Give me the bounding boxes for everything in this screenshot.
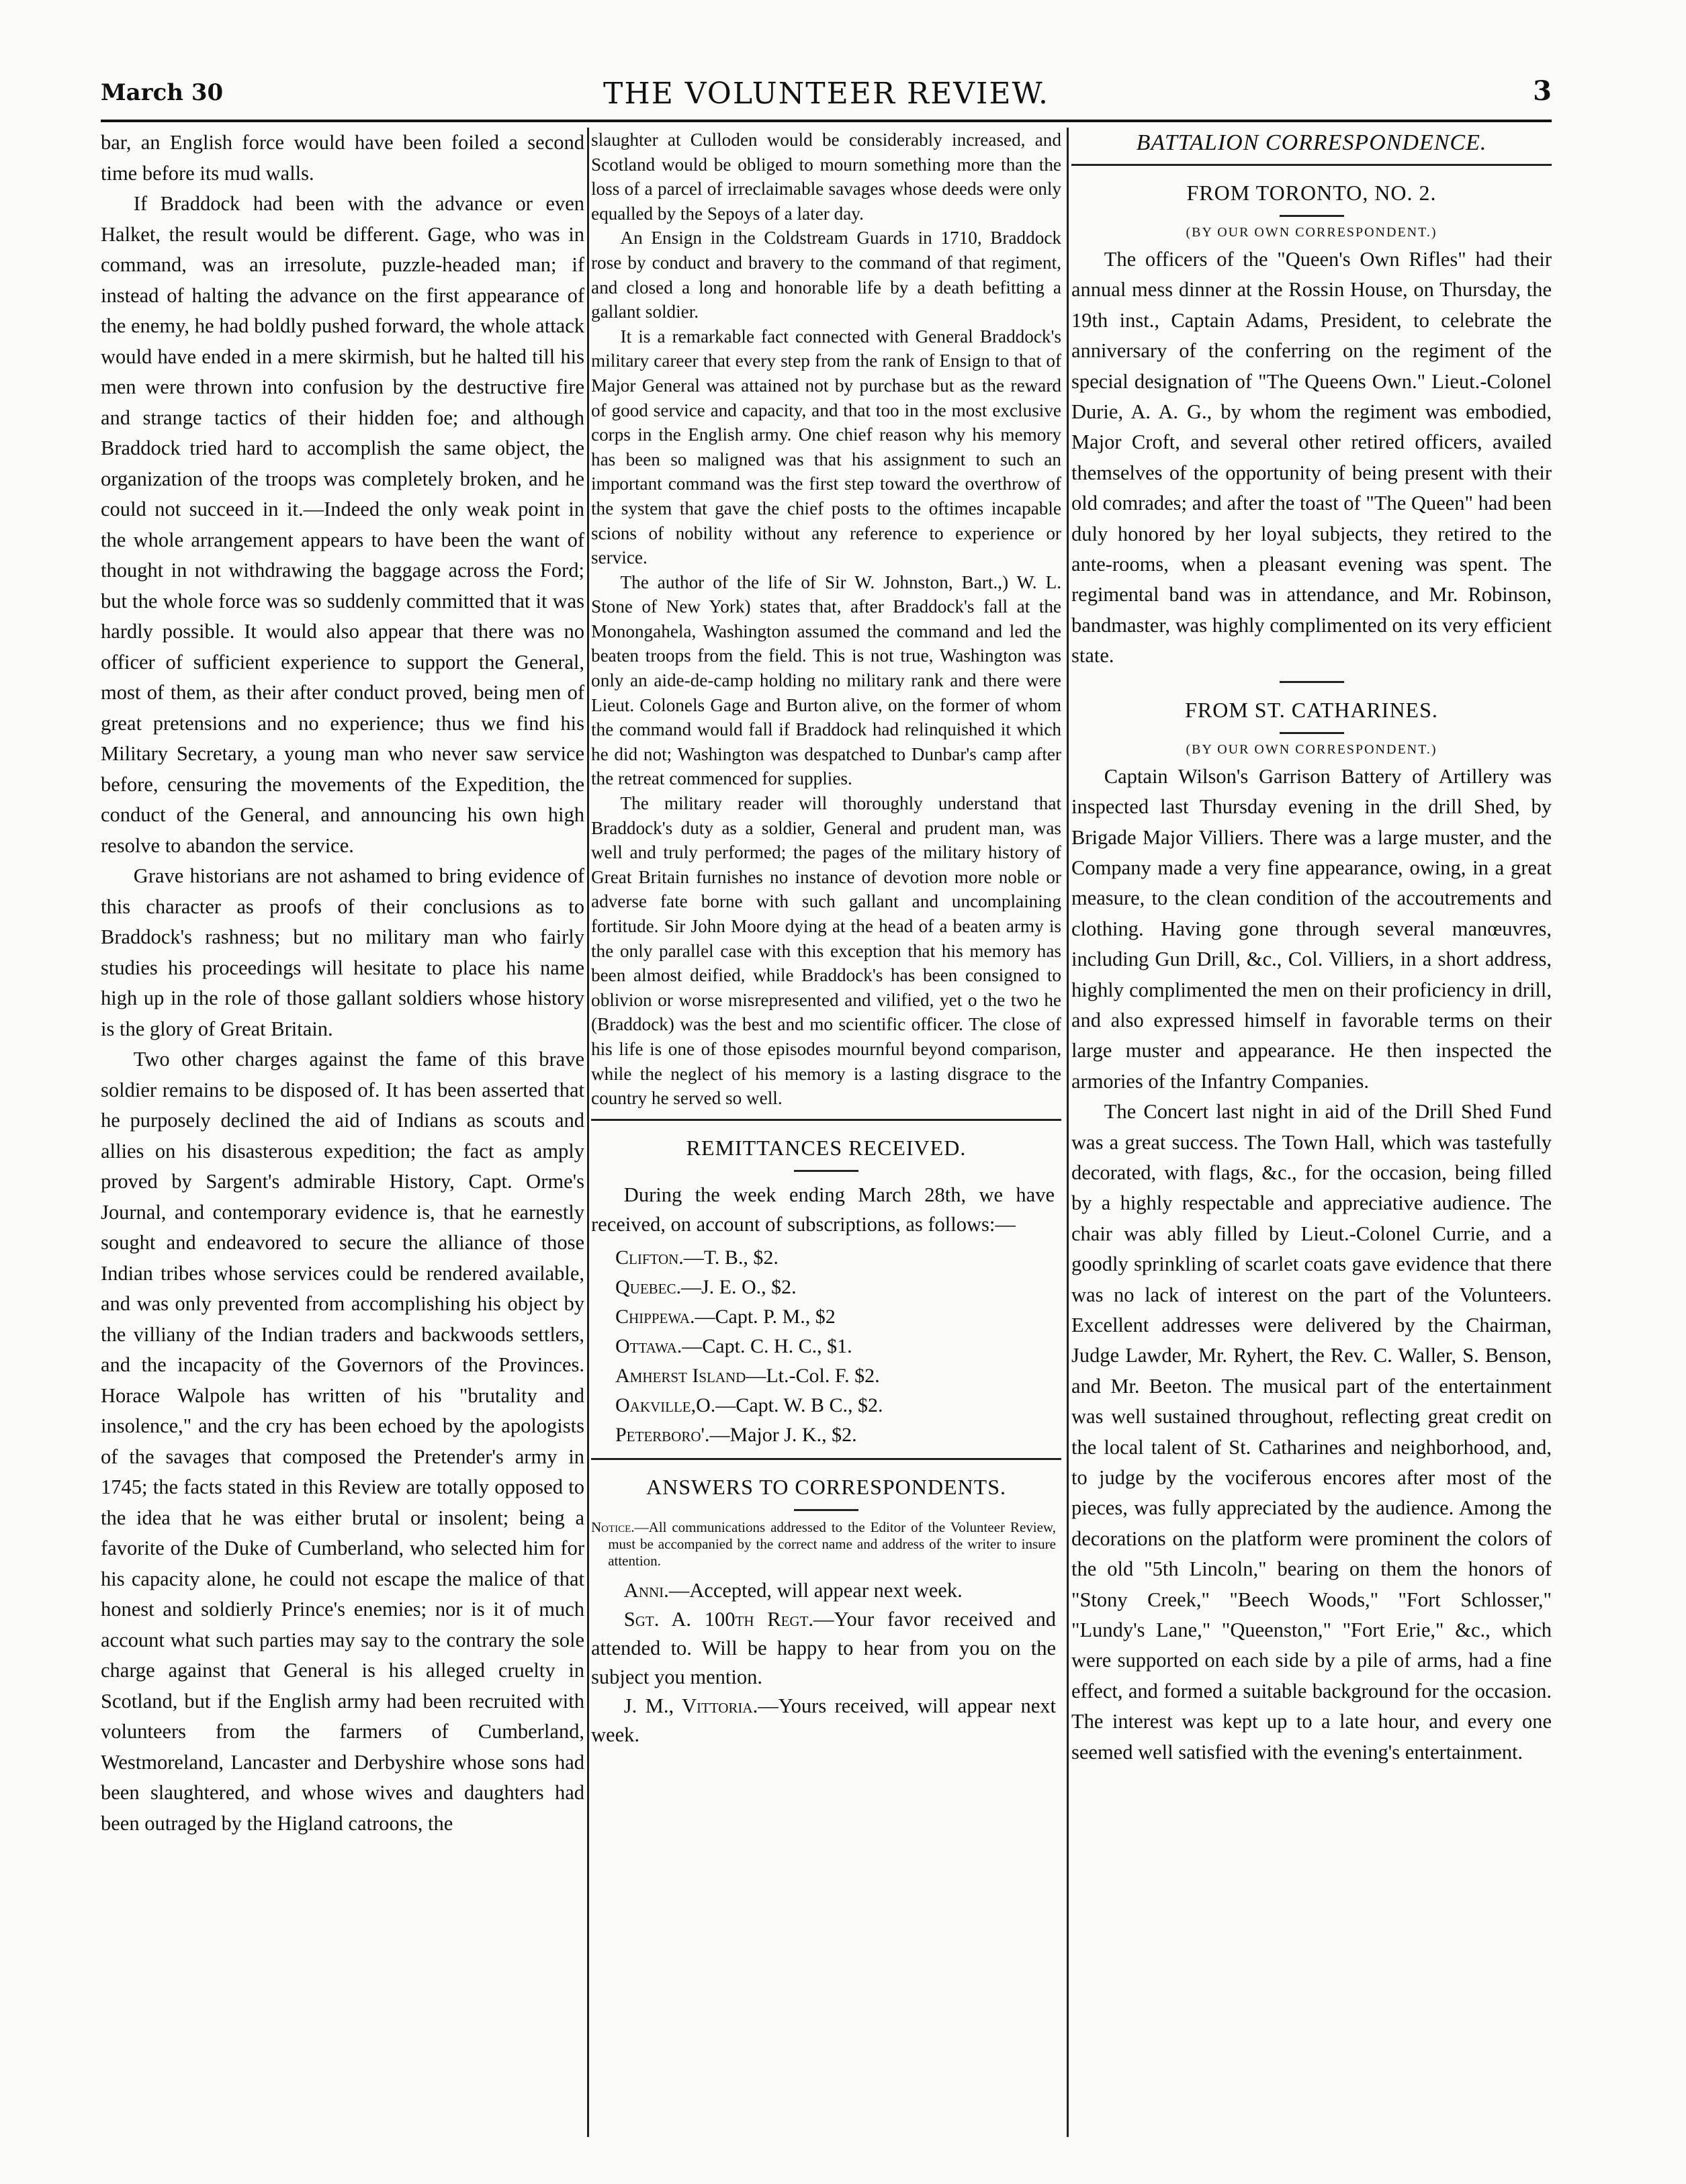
section-rule: [591, 1458, 1061, 1460]
correspondent-byline: (BY OUR OWN CORRESPONDENT.): [1186, 741, 1437, 757]
heading-rule: [794, 1509, 858, 1511]
article-paragraph: It is a remarkable fact connected with General Braddock's military career that every step from the rank of Ensign to that of Major General was attained not by purchase but as the reward of good service and capacity, and that too in the most exclusive corps in the English army. One chief reason why his memory has been so maligned was that his assignment to such an important command was the first step toward the overthrow of the system that gave the chief posts to the oftimes incapable scions of nobility without any reference to experience or service.: [591, 326, 1061, 568]
remittances-list: [591, 1243, 1061, 1450]
answer-item: J. M., Vittoria.—Yours received, will appear next week.: [591, 1694, 1056, 1746]
correspondent-byline: (BY OUR OWN CORRESPONDENT.): [1186, 225, 1437, 240]
publication-title: THE VOLUNTEER REVIEW.: [603, 77, 1050, 111]
article-paragraph: bar, an English force would have been foiled a second time before its mud walls.: [101, 131, 584, 185]
separator-rule: [1280, 681, 1344, 683]
page-header: [101, 75, 1552, 117]
header-rule: [101, 120, 1552, 122]
remittance-item: Amherst Island—Lt.-Col. F. $2.: [615, 1364, 880, 1387]
article-paragraph: Grave historians are not ashamed to bring evidence of this character as proofs of their conclusions as to Braddock's rashness; but no military man who fairly studies his proceedings will hesitate to place his name high up in the role of those gallant soldiers whose history is the glory of Great Britain.: [101, 864, 584, 1040]
heading-rule: [1280, 215, 1344, 217]
heading-rule: [794, 1170, 858, 1172]
st-catharines-heading: FROM ST. CATHARINES.: [1185, 697, 1438, 722]
article-paragraph: slaughter at Culloden would be considerably increased, and Scotland would be obliged to mourn something more than the loss of a parcel of irreclaimable savages whose deeds were only equalled by the Sepoys of a later day.: [591, 130, 1061, 224]
remittance-item: Quebec.—J. E. O., $2.: [615, 1275, 797, 1298]
remittance-item: Oakville,O.—Capt. W. B C., $2.: [615, 1394, 883, 1416]
article-paragraph: The military reader will thoroughly understand that Braddock's duty as a soldier, General and prudent man, was well and truly performed; the pages of the military history of Great Britain furnishes no instance of devotion more noble or adverse fate borne with such gallant and uncomplaining fortitude. Sir John Moore dying at the head of a beaten army is the only parallel case with this exception that his memory has been almost deified, while Braddock's has been consigned to oblivion or worse misrepresented and vilified, yet o the two he (Braddock) was the best and mo scientific officer. The close of his life is one of those episodes mournful beyond comparison, while the neglect of his memory is a lasting disgrace to the country he served so well.: [591, 793, 1061, 1109]
battalion-correspondence-heading: BATTALION CORRESPONDENCE.: [1136, 130, 1487, 155]
remittance-item: Clifton.—T. B., $2.: [615, 1246, 779, 1269]
article-paragraph: An Ensign in the Coldstream Guards in 1710, Braddock rose by conduct and bravery to the command of that regiment, and closed a long and honorable life by a death befitting a gallant soldier.: [591, 228, 1061, 322]
section-rule: [1071, 164, 1552, 166]
heading-rule: [1280, 732, 1344, 734]
column-3: [1071, 128, 1552, 2144]
article-paragraph: Captain Wilson's Garrison Battery of Artillery was inspected last Thursday evening in the drill Shed, by Brigade Major Villiers. There was a large muster, and the Company made a very fine appearance, owing, in a great measure, to the clean condition of the accoutrements and clothing. Having gone through several manœuvres, including Gun Drill, &c., Col. Villiers, in a short address, highly complimented the men on their proficiency in drill, and also expressed himself in favorable terms on their large muster and appearance. He then inspected the armories of the Infantry Companies.: [1071, 764, 1552, 1093]
column-divider: [1067, 128, 1069, 2137]
column-2: [591, 128, 1061, 2144]
column-1: [101, 128, 584, 2144]
issue-date: March 30: [101, 79, 224, 106]
remittance-item: Ottawa.—Capt. C. H. C., $1.: [615, 1334, 852, 1357]
article-paragraph: The officers of the "Queen's Own Rifles" had their annual mess dinner at the Rossin House, on Thursday, the 19th inst., Captain Adams, President, to celebrate the anniversary of the conferring on the regiment of the special designation of "The Queens Own." Lieut.-Colonel Durie, A. A. G., by whom the regiment was embodied, Major Croft, and several other retired officers, availed themselves of the opportunity of being present with their old comrades; and after the toast of "The Queen" had been duly honored by her loyal subjects, they retired to the ante-rooms, when a pleasant evening was spent. The regimental band was in attendance, and Mr. Robinson, bandmaster, was highly complimented on its very efficient state.: [1071, 248, 1552, 668]
toronto-heading: FROM TORONTO, NO. 2.: [1186, 181, 1437, 205]
answer-item: Sgt. A. 100th Regt.—Your favor received and attended to. Will be happy to hear from you on the subject you mention.: [591, 1607, 1056, 1688]
editor-notice: Notice.—All communications addressed to the Editor of the Volunteer Review, must be accompanied by the correct name and address of the writer to insure attention.: [591, 1518, 1056, 1569]
section-rule: [591, 1119, 1061, 1121]
article-paragraph: Two other charges against the fame of this brave soldier remains to be disposed of. It has been asserted that he purposely declined the aid of Indians as scouts and allies on his disasterous expedition; the fact as amply proved by Sargent's admirable History, Capt. Orme's Journal, and contemporary evidence is, that he earnestly sought and endeavored to secure the alliance of those Indian tribes whose services could be rendered available, and was only prevented from accomplishing his object by the villiany of the Indian traders and backwoods settlers, and the incapacity of the Governors of the Provinces. Horace Walpole has written of his "brutality and insolence," and the cry has been echoed by the apologists of the savages that composed the Pretender's army in 1745; the facts stated in this Review are totally opposed to the idea that he was either brutal or insolent; being a favorite of the Duke of Cumberland, who selected him for his capacity alone, he could not escape the malice of that honest and soldierly Prince's enemies; nor is it of much account what such parties may say to the contrary the sole charge against that General is his alleged cruelty in Scotland, but if the English army had been recruited with volunteers from the farmers of Cumberland, Westmoreland, Lancaster and Derbyshire whose sons had been slaughtered, and whose wives and daughters had been outraged by the Higland catroons, the: [101, 1048, 584, 1835]
remittances-intro: During the week ending March 28th, we have received, on account of subscriptions, as follows:—: [591, 1183, 1055, 1236]
answer-item: Anni.—Accepted, will appear next week.: [623, 1578, 963, 1602]
remittance-item: Peterboro'.—Major J. K., $2.: [615, 1423, 857, 1446]
article-paragraph: If Braddock had been with the advance or even Halket, the result would be different. Gage, who was in command, was an irresolute, puzzle-headed man; if instead of halting the advance on the first appearance of the enemy, he had boldly pushed forward, the whole attack would have ended in a mere skirmish, but he halted till his men were thrown into confusion by the destructive fire and strange tactics of their hidden foe; and although Braddock tried hard to accomplish the same object, the organization of the troops was completely broken, and he could not succeed in it.—Indeed the only weak point in the whole arrangement appears to have been the want of thought in not withdrawing the baggage across the Ford; but the whole force was so suddenly committed that it was hardly possible. It would also appear that there was no officer of sufficient experience to support the General, most of them, as their after conduct proved, being men of great pretensions and no experience; thus we find his Military Secretary, a young man who never saw service before, censuring the movements of the Expedition, the conduct of the General, and announcing his own high resolve to abandon the service.: [101, 192, 584, 857]
column-divider: [587, 128, 589, 2137]
article-paragraph: The author of the life of Sir W. Johnston, Bart.,) W. L. Stone of New York) states that, after Braddock's fall at the Monongahela, Washington assumed the command and led the beaten troops from the field. This is not true, Washington was only an aide-de-camp holding no military rank and there were Lieut. Colonels Gage and Burton alive, on the former of whom the command would fall if Braddock had relinquished it which he did not; Washington was despatched to Dunbar's camp after the retreat commenced for supplies.: [591, 572, 1061, 789]
article-paragraph: The Concert last night in aid of the Drill Shed Fund was a great success. The Town Hall, which was tastefully decorated, with flags, &c., for the occasion, being filled by a highly respectable and appreciative audience. The chair was ably filled by Lieut.-Colonel Currie, and a goodly sprinkling of scarlet coats gave evidence that there was no lack of interest on the part of the Volunteers. Excellent addresses were delivered by the Chairman, Judge Lawder, Mr. Ryhert, the Rev. C. Waller, S. Benson, and Mr. Beeton. The musical part of the entertainment was well sustained throughout, reflecting great credit on the local talent of St. Catharines and neighborhood, and, to judge by the vociferous encores after most of the pieces, was fully appreciated by the audience. Among the decorations on the platform were prominent the colors of the old "5th Lincoln," bearing on them the honors of "Stony Creek," "Beech Woods," "Fort Schlosser," "Lundy's Lane," "Queenston," "Fort Erie," &c., which were supported on each side by a pile of arms, had a fine effect, and formed a suitable background for the occasion. The interest was kept up to a late hour, and every one seemed well satisfied with the evening's entertainment.: [1071, 1100, 1552, 1764]
page-number: 3: [1533, 75, 1552, 107]
answers-heading: ANSWERS TO CORRESPONDENTS.: [646, 1474, 1006, 1499]
remittance-item: Chippewa.—Capt. P. M., $2: [615, 1305, 836, 1328]
remittances-heading: REMITTANCES RECEIVED.: [686, 1135, 967, 1160]
